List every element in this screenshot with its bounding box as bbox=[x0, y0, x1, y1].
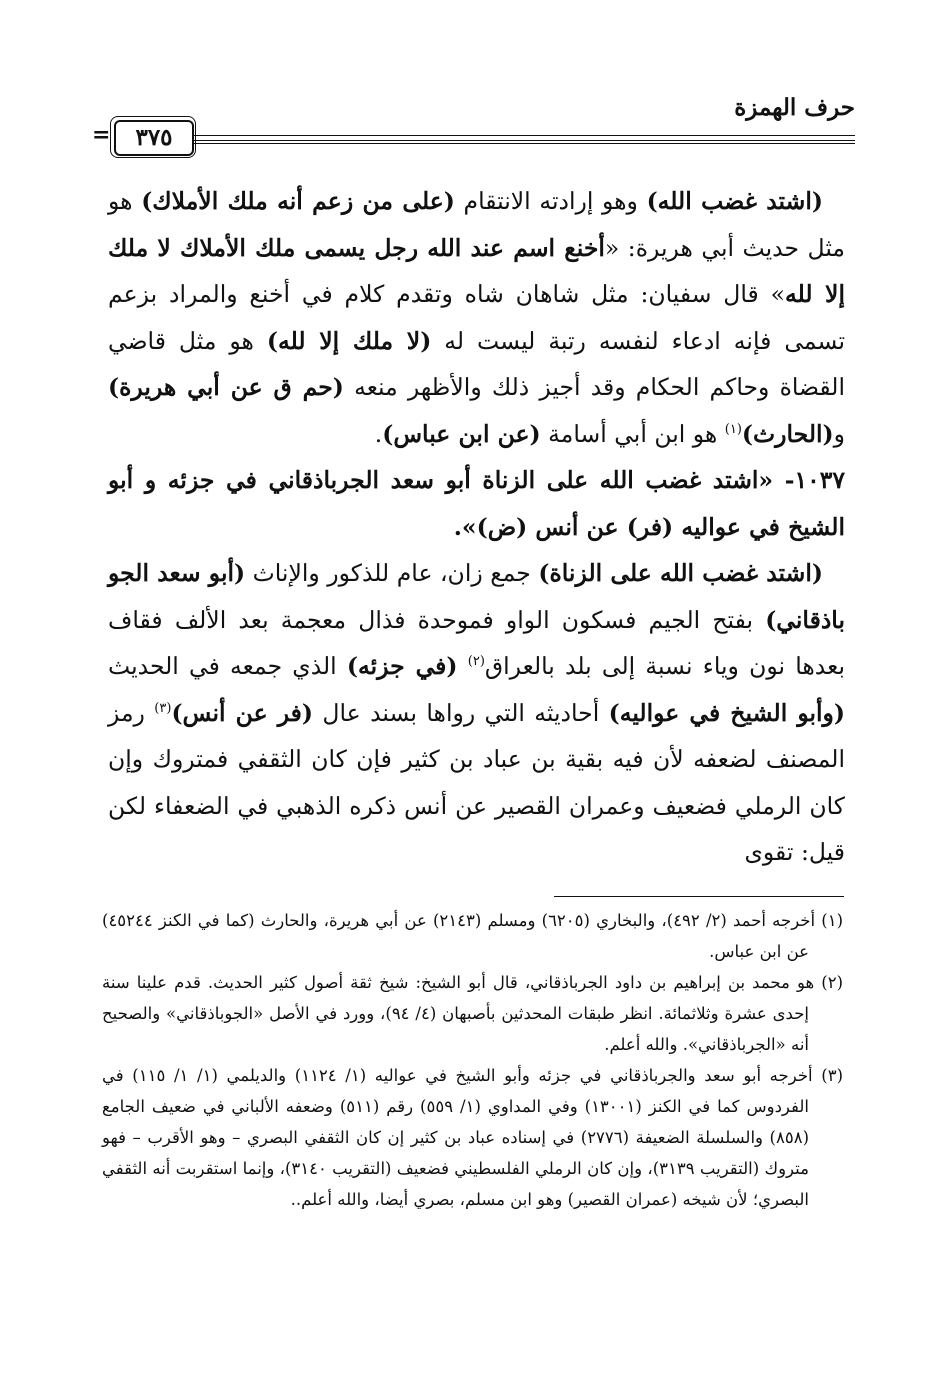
text-bold: (على من زعم أنه ملك الأملاك) bbox=[141, 187, 455, 215]
text bbox=[458, 652, 468, 680]
text: هو مثل قاضي القضاة وحاكم الحكام وقد أجيز ذلك والأظهر منعه bbox=[108, 326, 845, 401]
text: الذي جمعه في الحديث bbox=[108, 652, 347, 680]
header-double-rule bbox=[192, 135, 855, 141]
paragraph-1 bbox=[108, 178, 845, 457]
paragraph-2-hadith bbox=[108, 457, 845, 550]
text: » قال سفيان: مثل شاهان شاه وتقدم كلام في أخنع والمراد بزعم تسمى فإنه ادعاء لنفسه رتبة ليست له bbox=[108, 280, 846, 355]
text-bold: (لا ملك إلا لله) bbox=[266, 326, 432, 355]
text-bold: أخنع اسم عند الله رجل يسمى ملك الأملاك لا ملك إلا لله bbox=[108, 233, 845, 308]
text: جمع زان، عام للذكور والإناث bbox=[245, 559, 539, 587]
footnote-ref-2: (٢) bbox=[467, 654, 485, 670]
footnote-ref-3: (٣) bbox=[154, 700, 172, 716]
text-bold: (فر عن أنس) bbox=[171, 698, 314, 727]
header-thin-rule bbox=[192, 143, 855, 144]
text-bold: (أبو سعد الجو باذقاني) bbox=[108, 559, 845, 634]
paragraph-3 bbox=[108, 550, 845, 876]
page-header bbox=[92, 92, 855, 152]
main-text bbox=[108, 178, 845, 876]
footnote-ref-1: (١) bbox=[724, 421, 742, 437]
text: هو مثل حديث أبي هريرة: « bbox=[108, 187, 845, 262]
text-bold: (اشتد غضب الله على الزناة) bbox=[538, 559, 823, 587]
text: و bbox=[833, 419, 845, 448]
text: بفتح الجيم فسكون الواو فموحدة فذال معجمة بعد الألف فقاف بعدها نون وياء نسبة إلى بلد بالعراق bbox=[108, 605, 845, 680]
footnote-separator bbox=[554, 896, 844, 897]
footnotes bbox=[102, 905, 843, 1215]
text: أحاديثه التي رواها بسند عال bbox=[313, 698, 609, 727]
footnote-2: (٢) هو محمد بن إبراهيم بن داود الجرباذقاني، قال أبو الشيخ: شيخ ثقة أصول كثير الحديث. قدم علينا سنة إحدى عشرة وثلاثمائة. انظر طبقات المحدثين بأصبهان (٤/ ٩٤)، وورد في الأصل «الجوباذقاني» والصحيح أنه «الجرباذقاني». والله أعلم. bbox=[102, 973, 843, 1054]
text: . bbox=[374, 419, 383, 448]
text: وهو إرادته الانتقام bbox=[454, 187, 647, 215]
text-bold: (وأبو الشيخ في عواليه) bbox=[608, 698, 845, 727]
hadith-text: ١٠٣٧- «اشتد غضب الله على الزناة أبو سعد الجرباذقاني في جزئه و أبو الشيخ في عواليه (فر) عن أنس (ض)». bbox=[108, 466, 845, 541]
text-bold: (عن ابن عباس) bbox=[382, 419, 541, 448]
text: هو ابن أبي أسامة bbox=[540, 419, 725, 448]
text-bold: (الحارث) bbox=[741, 419, 834, 448]
text-bold: (حم ق عن أبي هريرة) bbox=[108, 373, 344, 401]
header-mark: = bbox=[92, 122, 111, 148]
footnote-3: (٣) أخرجه أبو سعد والجرباذقاني في جزئه وأبو الشيخ في عواليه (١/ ١١٢٤) والديلمي (١/ ١/ ١١٥) في الفردوس كما في الكنز (١٣٠٠١) وفي المداوي (١/ ٥٥٩) رقم (٥١١) وضعفه الألباني في ضعيف الجامع (٨٥٨) والسلسلة الضعيفة (٢٧٧٦) في إسناده عباد بن كثير إن كان الثقفي البصري – وهو الأقرب – فهو متروك (التقريب ٣١٣٩)، وإن كان الرملي الفلسطيني فضعيف (التقريب ٣١٤٠)، وإنما استقربت أنه الثقفي البصري؛ لأن شيخه (عمران القصير) وهو ابن مسلم، بصري أيضا، والله أعلم.. bbox=[102, 1066, 844, 1209]
page-number: ٣٧٥ bbox=[114, 120, 194, 156]
text-bold: (اشتد غضب الله) bbox=[646, 187, 823, 215]
text: رمز المصنف لضعفه لأن فيه بقية بن عباد بن كثير فإن كان الثقفي فمتروك وإن كان الرملي فضعيف وعمران القصير عن أنس ذكره الذهبي في الضعفاء لكن قيل: تقوى bbox=[108, 698, 845, 866]
chapter-title: حرف الهمزة bbox=[734, 94, 855, 121]
text-bold: (في جزئه) bbox=[346, 652, 458, 680]
footnote-1: (١) أخرجه أحمد (٢/ ٤٩٢)، والبخاري (٦٢٠٥) ومسلم (٢١٤٣) عن أبي هريرة، والحارث (كما في الكنز ٤٥٢٤٤) عن ابن عباس. bbox=[102, 911, 844, 961]
